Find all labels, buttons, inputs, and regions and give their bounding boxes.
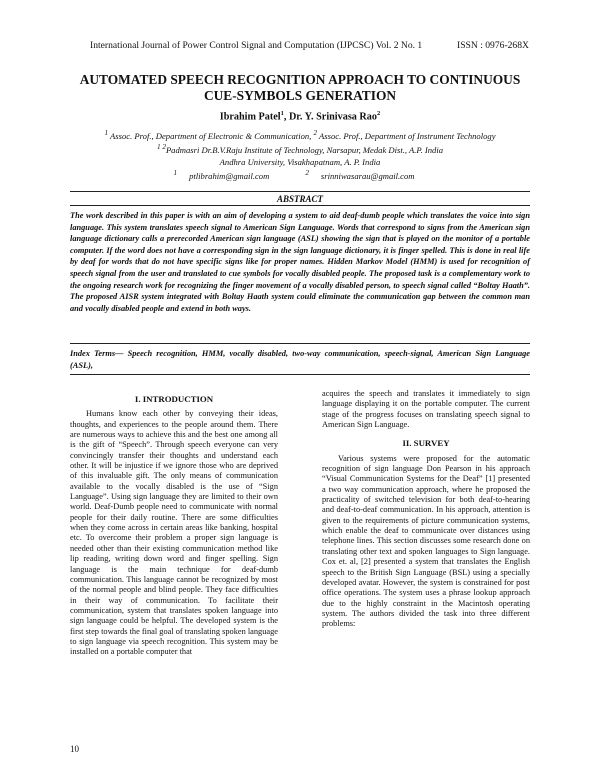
affil-sup: 2 <box>313 129 318 137</box>
title-line-1: AUTOMATED SPEECH RECOGNITION APPROACH TO CONTINUOUS <box>79 72 521 87</box>
email-line <box>40 168 560 182</box>
abstract-top-rule <box>70 191 530 192</box>
abstract-text: The work described in this paper is with an aim of developing a system to aid deaf-dumb people which translates the voice into sign language. This system translates speech signal to American Sign Language. Words that correspond to signs from the American sign language dictionary calls a prerecorded American sign language (ASL) showing the sign that is played on the monitor of a portable computer. If the word does not have a corresponding sign in the sign language dictionary, it is finger spelled. This is done in real life by deaf for words that do not have specific signs like for proper names. Hidden Markov Model (HMM) is used for recognition of speech signal from the user and translated to cue symbols for vocally disabled people. The proposed task is a complementary work to the ongoing research work for recognizing the finger movement of a vocally disabled person, to speech signal called “Boltay Haath”. The proposed AISR system integrated with Boltay Haath system could eliminate the communication gap between the common man and vocally disabled people and extend in both ways. <box>70 211 530 313</box>
section-2-heading: II. SURVEY <box>402 438 450 449</box>
affil-sup: 1 2 <box>156 143 166 152</box>
email-2 <box>305 171 426 181</box>
affiliation-line-2 <box>40 142 560 156</box>
issn: ISSN : 0976-268X <box>457 40 529 51</box>
paper-title <box>60 72 540 104</box>
author-2-sup: 2 <box>376 110 381 117</box>
affil-sup: 1 <box>104 129 109 137</box>
section-1-continuation: acquires the speech and translates it immediately to sign language displaying it on the portable computer. The current stage of the progress focuses on translating speech signal to American Sign Language. <box>322 389 530 430</box>
author-1: Ibrahim Patel <box>219 111 281 123</box>
affiliations <box>40 128 560 183</box>
affil-dept-1: Assoc. Prof., Department of Electronic & Communication, <box>108 130 314 141</box>
running-header <box>90 40 550 51</box>
index-terms-top-rule <box>70 343 530 344</box>
section-1-paragraph: Humans know each other by conveying their ideas, thoughts, and experiences to the people around them. There are numerous ways to achieve this and the best one among all is the gift of “Speech”. Through speech everyone can very convincingly transfer their thoughts and understand each other. It will be injustice if we ignore those who are deprived of this invaluable gift. The only means of communication available to the vocally disabled is the use of “Sign Language”. Using sign language they are limited to their own world. Deaf-Dumb people need to communicate with normal people for their daily routine. There are some difficulties when they come across in certain areas like banking, hospital etc. To overcome their problem a proper sign language is needed other than their existing communication method like lip reading, writing down word and finger spelling. Sign language is the main technique for deaf-dumb communication. This language cannot be recognized by most of the normal people and blind people. They face difficulties in their way of communication. To facilitate their communication, system that translates spoken language into sign language could be helpful. The developed system is the first step towards the final goal of translating spoken language to sign language via speech recognition. This system may be installed on a portable computer that <box>70 409 278 657</box>
email-2-text: srinniwasarau@gmail.com <box>320 171 415 182</box>
index-terms-bottom-rule <box>70 374 530 375</box>
index-terms: Index Terms— Speech recognition, HMM, vocally disabled, two-way communication, speech-signal, American Sign Language (ASL), <box>70 349 530 370</box>
right-column <box>322 389 530 630</box>
section-1-heading: I. INTRODUCTION <box>134 394 214 404</box>
affil-institute: Padmasri Dr.B.V.Raju Institute of Technology, Narsapur, Medak Dist., A.P. India <box>165 145 444 156</box>
affiliation-line-3: Andhra University, Visakhapatnam, A. P. India <box>219 156 381 167</box>
section-2-paragraph: Various systems were proposed for the automatic recognition of sign language Don Pearson in his approach “Visual Communication Systems for the Deaf” [1] presented a two way communication approach, where he proposed the practicality of switched television for both deaf-to-hearing and deaf-to-deaf communication. In his approach, attention is given to the requirements of picture communication systems, which enable the deaf to communicate over distances using telephone lines. This section discusses some research done on translating other text and spoken languages to Sign language. Cox et. al, [2] presented a system that translates the English speech to the British Sign Language (BSL) using a specially developed avatar. However, the system is constrained for post office operations. The system uses a phrase lookup approach due to the highly constraint in the Macintosh operating system. The authors divided the task into three different problems: <box>322 453 530 629</box>
email-sup: 1 <box>173 169 178 178</box>
abstract-heading: ABSTRACT <box>276 194 323 204</box>
email-1 <box>173 171 281 181</box>
page-number: 10 <box>70 744 79 754</box>
affiliation-line-1 <box>40 128 560 142</box>
journal-name: International Journal of Power Control Signal and Computation (IJPCSC) Vol. 2 No. 1 <box>90 40 423 51</box>
author-2: , Dr. Y. Srinivasa Rao <box>283 111 377 123</box>
email-1-text: ptlibrahim@gmail.com <box>189 171 270 182</box>
title-line-2: CUE-SYMBOLS GENERATION <box>203 88 397 103</box>
left-column <box>70 394 278 658</box>
affil-dept-2: Assoc. Prof., Department of Instrument Technology <box>317 130 496 141</box>
email-sup: 2 <box>305 169 309 178</box>
author-1-sup: 1 <box>280 110 284 117</box>
abstract-heading-rule <box>70 205 530 206</box>
author-list <box>60 110 540 122</box>
